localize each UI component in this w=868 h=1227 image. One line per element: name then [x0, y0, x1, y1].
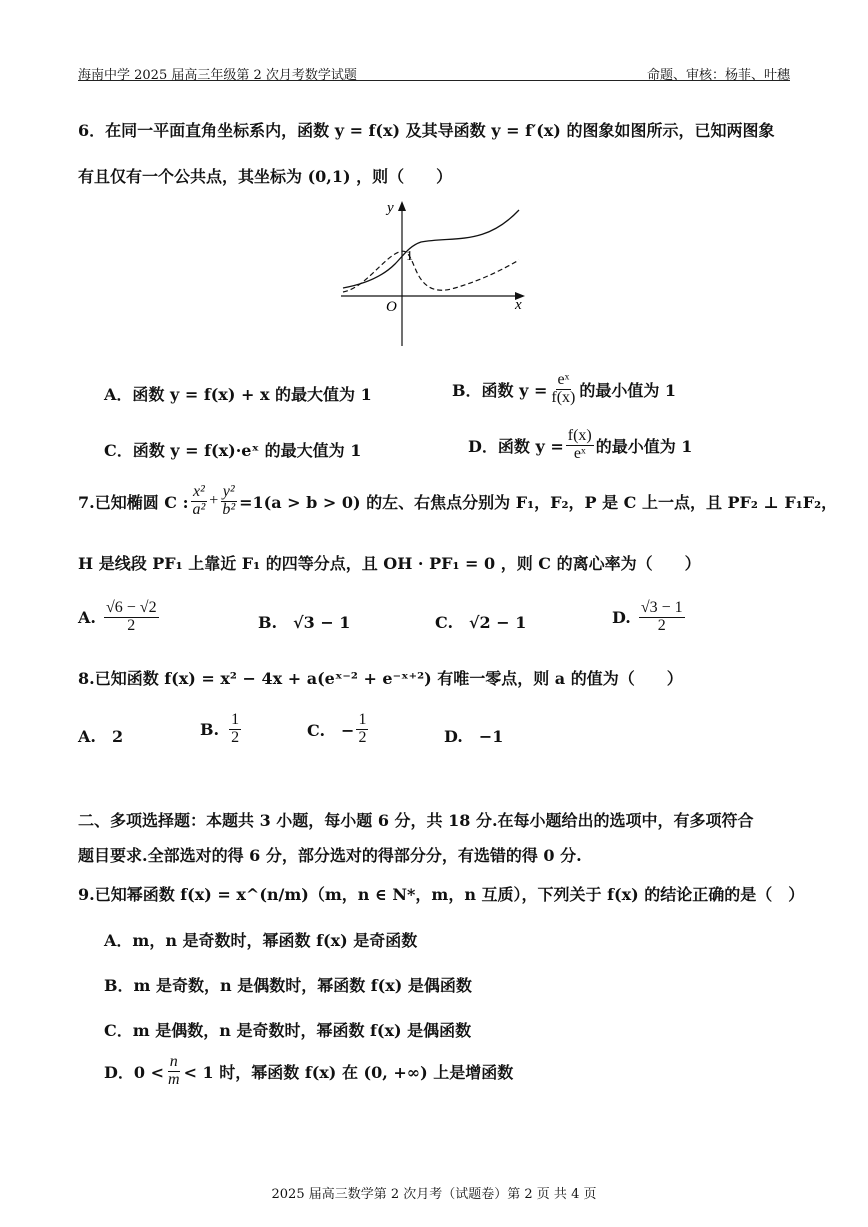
header-title: 海南中学 2025 届高三年级第 2 次月考数学试题 [78, 68, 357, 83]
q7-option-c: C. √2 − 1 [435, 613, 527, 632]
fraction-denominator: 2 [231, 728, 240, 746]
q6-option-a: A．函数 y = f(x) + x 的最大值为 1 [104, 385, 372, 404]
fraction-numerator: 1 [358, 711, 367, 728]
q7-stem-line1 [78, 484, 837, 519]
q9-option-d [104, 1054, 513, 1089]
one-label: 1 [406, 249, 413, 264]
q7-option-a-fraction [104, 600, 159, 635]
plus-sign: + [209, 492, 219, 510]
derivative-curve [343, 251, 519, 292]
q9-stem: 9.已知幂函数 f(x) = x^(n/m)（m，n ∈ N*，m，n 互质），下列关于 f(x) 的结论正确的是（ ） [78, 885, 805, 904]
option-label: A. [78, 607, 96, 627]
fraction-denominator: f(x) [551, 388, 576, 406]
q6-option-d [468, 428, 692, 463]
fraction-numerator: f(x) [567, 427, 592, 444]
fraction-denominator: a² [192, 500, 206, 518]
fraction-denominator: eˣ [573, 444, 586, 462]
y-label: y [387, 200, 394, 216]
fraction-denominator: 2 [358, 728, 367, 746]
q9-option-d-fraction [166, 1054, 182, 1089]
header-authors: 命题、审核：杨菲、叶穗 [646, 68, 790, 83]
q8-option-b [200, 712, 243, 747]
q8-option-c [307, 712, 370, 747]
q9-option-d-prefix: D．0 < [104, 1062, 164, 1082]
q9-option-b: B．m 是奇数，n 是偶数时，幂函数 f(x) 是偶函数 [104, 976, 472, 995]
fraction-numerator: √6 − √2 [105, 599, 157, 616]
page-footer: 2025 届高三数学第 2 次月考（试题卷）第 2 页 共 4 页 [271, 1187, 597, 1202]
q8-option-b-fraction [229, 712, 241, 747]
fraction-denominator: b² [222, 500, 236, 518]
q7-option-d [612, 600, 687, 635]
q8-option-a: A. 2 [78, 727, 124, 746]
q6-option-b-prefix: B．函数 y = [452, 380, 548, 400]
fraction-numerator: y² [222, 483, 235, 500]
fraction-numerator: x² [192, 483, 205, 500]
function-f-curve [343, 210, 519, 288]
q6-stem-line2: 有且仅有一个公共点，其坐标为 (0,1) ，则（ ） [78, 167, 453, 186]
q6-stem-line1: 6．在同一平面直角坐标系内，函数 y = f(x) 及其导函数 y = f′(x) 的图象如图所示，已知两图象 [78, 121, 775, 140]
fraction-numerator: n [169, 1053, 178, 1070]
fraction-numerator: 1 [231, 711, 240, 728]
q6-option-d-prefix: D．函数 y = [468, 436, 564, 456]
q7-option-d-fraction [639, 600, 685, 635]
q7-fraction-y [220, 484, 237, 519]
q6-option-b-fraction [549, 372, 577, 407]
origin-label: O [386, 299, 397, 315]
q8-option-d: D. −1 [444, 727, 504, 746]
section2-instructions-line1: 二、多项选择题：本题共 3 小题，每小题 6 分，共 18 分.在每小题给出的选项中，有多项符合 [78, 811, 754, 830]
q7-option-b: B. √3 − 1 [258, 613, 351, 632]
fraction-numerator: eˣ [557, 371, 570, 388]
q7-option-a [78, 600, 161, 635]
section2-instructions-line2: 题目要求.全部选对的得 6 分，部分选对的得部分分，有选错的得 0 分. [78, 846, 582, 865]
x-label: x [515, 297, 522, 313]
header-rule [78, 80, 790, 81]
q9-option-d-suffix: < 1 时，幂函数 f(x) 在 (0, +∞) 上是增函数 [183, 1062, 514, 1082]
q6-option-b-suffix: 的最小值为 1 [579, 380, 677, 400]
option-label: C. − [307, 720, 355, 740]
q7-prefix: 7.已知椭圆 C : [78, 492, 189, 512]
q9-option-a: A．m，n 是奇数时，幂函数 f(x) 是奇函数 [104, 931, 418, 950]
q6-option-d-fraction [566, 428, 594, 463]
q7-stem-line2: H 是线段 PF₁ 上靠近 F₁ 的四等分点，且 OH · PF₁ = 0 ，则 C 的离心率为（ ） [78, 554, 701, 573]
q6-option-b [452, 372, 676, 407]
option-label: D. [612, 607, 631, 627]
q6-figure [335, 196, 535, 348]
q6-option-d-suffix: 的最小值为 1 [595, 436, 693, 456]
q6-option-c: C．函数 y = f(x)·eˣ 的最大值为 1 [104, 441, 362, 460]
fraction-denominator: 2 [127, 616, 136, 634]
q8-stem: 8.已知函数 f(x) = x² − 4x + a(eˣ⁻² + e⁻ˣ⁺²) 有唯一零点，则 a 的值为（ ） [78, 669, 683, 688]
fraction-denominator: m [168, 1070, 180, 1088]
option-label: B. [200, 719, 220, 739]
y-axis-arrow [398, 201, 406, 211]
q7-fraction-x [191, 484, 208, 519]
fraction-numerator: √3 − 1 [640, 599, 683, 616]
fraction-denominator: 2 [657, 616, 666, 634]
q7-suffix: =1(a > b > 0) 的左、右焦点分别为 F₁，F₂，P 是 C 上一点，且 PF₂ ⊥ F₁F₂， [239, 492, 838, 512]
q9-option-c: C．m 是偶数，n 是奇数时，幂函数 f(x) 是偶函数 [104, 1021, 472, 1040]
q8-option-c-fraction [356, 712, 368, 747]
